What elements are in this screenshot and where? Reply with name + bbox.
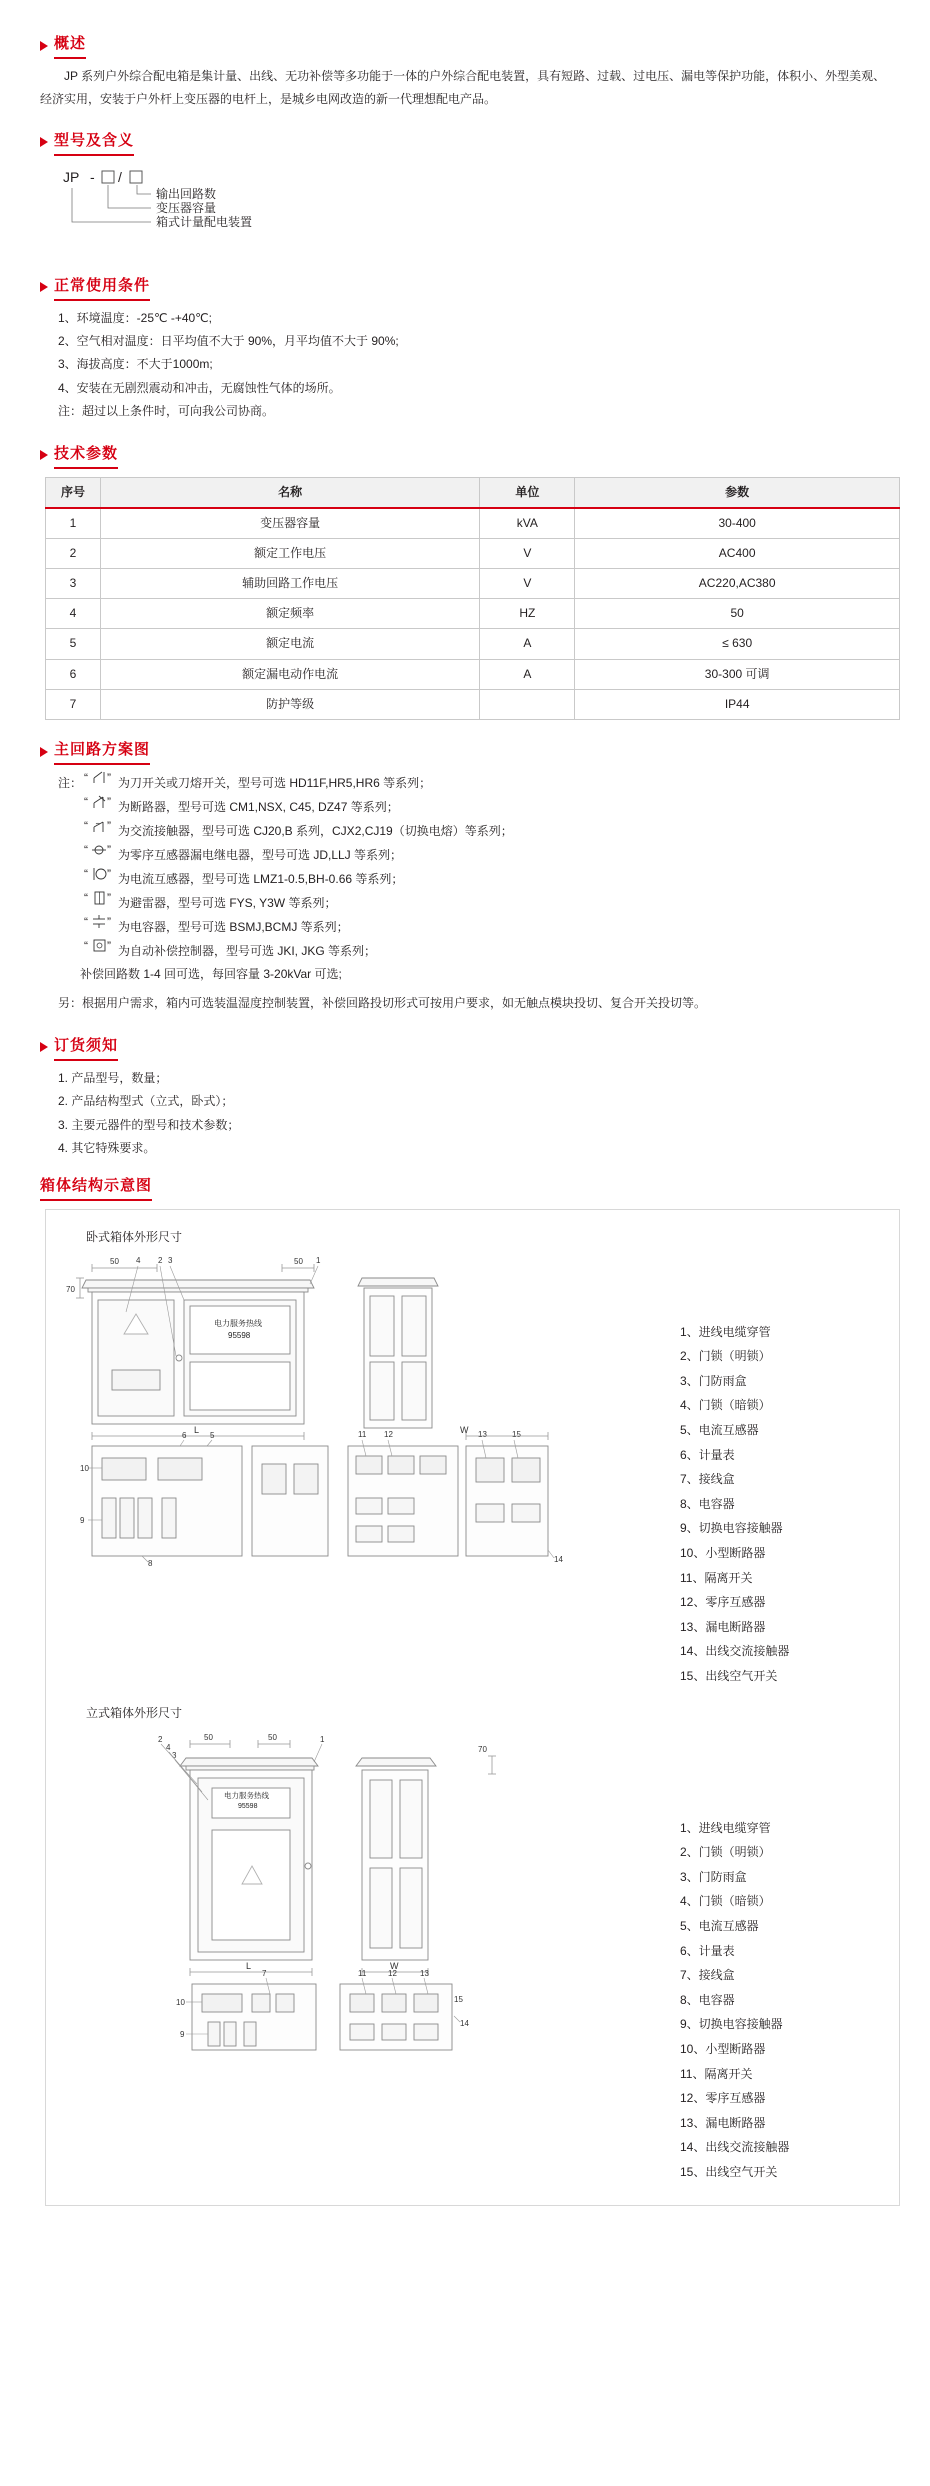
svg-text:”: ” (107, 867, 111, 882)
arrow-icon (40, 41, 48, 51)
order-list (58, 1067, 890, 1161)
svg-text:70: 70 (478, 1744, 487, 1754)
panel-hotline-number: 95598 (228, 1330, 251, 1340)
cell: V (480, 538, 575, 568)
svg-text:”: ” (107, 891, 111, 906)
cell: HZ (480, 599, 575, 629)
legend-line (80, 795, 890, 819)
cell: 辅助回路工作电压 (100, 569, 479, 599)
section-heading-overview (40, 32, 890, 59)
cell: 额定工作电压 (100, 538, 479, 568)
list-item: 2、空气相对温度：日平均值不大于 90%，月平均值不大于 90%; (58, 333, 399, 348)
section-title: 订货须知 (54, 1034, 118, 1061)
cell: 30-300 可调 (575, 659, 900, 689)
dim-70: 70 (66, 1284, 75, 1294)
svg-text:95598: 95598 (238, 1802, 258, 1810)
legend-text: 为零序互感器漏电继电器，型号可选 JD,LLJ 等系列； (118, 848, 403, 863)
svg-text:11: 11 (358, 1429, 367, 1439)
legend-line (58, 771, 890, 795)
svg-text:1: 1 (316, 1255, 321, 1265)
table-row (46, 599, 900, 629)
legend-item: 15、出线空气开关 (680, 1668, 778, 1683)
svg-text:50: 50 (268, 1732, 277, 1742)
dim-L: L (194, 1424, 200, 1435)
svg-text:5: 5 (210, 1430, 215, 1440)
cell: A (480, 629, 575, 659)
legend-item: 11、隔离开关 (680, 2066, 753, 2081)
legend-item: 10、小型断路器 (680, 2042, 766, 2057)
cell: AC220,AC380 (575, 569, 900, 599)
legend-list-vertical (662, 1726, 789, 2185)
cell: V (480, 569, 575, 599)
knife-switch-icon (82, 771, 116, 785)
list-item: 2. 产品结构型式（立式，卧式）； (58, 1094, 234, 1109)
svg-text:W: W (390, 1960, 399, 1971)
tech-parameters-table (45, 477, 900, 721)
dim-50-left: 50 (110, 1256, 119, 1266)
svg-text:12: 12 (384, 1429, 393, 1439)
legend-list-horizontal (662, 1250, 789, 1689)
svg-text:”: ” (107, 771, 111, 786)
list-item: 3、海拔高度：不大于1000m; (58, 357, 213, 372)
legend-item: 9、切换电容接触器 (680, 2017, 783, 2032)
cell: 3 (46, 569, 101, 599)
legend-item: 13、漏电断路器 (680, 2115, 766, 2130)
table-row (46, 569, 900, 599)
panel-hotline-label: 电力服务热线 (214, 1318, 262, 1328)
svg-text:”: ” (107, 819, 111, 834)
list-item: 4. 其它特殊要求。 (58, 1141, 156, 1155)
svg-text:8: 8 (148, 1558, 153, 1568)
legend-line (80, 915, 890, 939)
legend-text: 为断路器，型号可选 CM1,NSX, C45, DZ47 等系列； (118, 800, 399, 815)
svg-text:-: - (90, 168, 95, 185)
legend-item: 12、零序互感器 (680, 2091, 766, 2106)
svg-text:4: 4 (136, 1255, 141, 1265)
legend-line (80, 891, 890, 915)
legend-item: 4、门锁（暗锁） (680, 1894, 771, 1909)
legend-line (80, 819, 890, 843)
list-item: 3. 主要元器件的型号和技术参数； (58, 1117, 240, 1132)
legend-item: 12、零序互感器 (680, 1595, 766, 1610)
list-item: 4、安装在无剧烈震动和冲击，无腐蚀性气体的场所。 (58, 380, 341, 395)
column-header: 单位 (480, 477, 575, 508)
svg-text:/: / (118, 168, 122, 185)
arrow-icon (40, 450, 48, 460)
cell: 防护等级 (100, 689, 479, 719)
section-title: 概述 (54, 32, 86, 59)
arrow-icon (40, 137, 48, 147)
cell: 6 (46, 659, 101, 689)
model-label-1: 变压器容量 (156, 200, 217, 215)
legend-item: 8、电容器 (680, 1992, 735, 2007)
legend-item: 13、漏电断路器 (680, 1619, 766, 1634)
cell (480, 689, 575, 719)
conditions-list (58, 307, 890, 424)
legend-item: 5、电流互感器 (680, 1422, 759, 1437)
cell: 30-400 (575, 508, 900, 539)
dim-50-right: 50 (294, 1256, 303, 1266)
column-header: 参数 (575, 477, 900, 508)
cell: 额定频率 (100, 599, 479, 629)
cell: 1 (46, 508, 101, 539)
leakage-relay-icon (82, 843, 116, 857)
list-item: 注：超过以上条件时，可向我公司协商。 (58, 404, 275, 419)
section-title: 箱体结构示意图 (40, 1174, 152, 1201)
svg-text:14: 14 (460, 2018, 469, 2028)
column-header: 序号 (46, 477, 101, 508)
svg-text:10: 10 (80, 1463, 89, 1473)
table-row (46, 689, 900, 719)
ct-icon (82, 867, 116, 881)
svg-text:11: 11 (358, 1968, 367, 1978)
table-row (46, 508, 900, 539)
svg-text:“: “ (84, 771, 88, 786)
table-header-row (46, 477, 900, 508)
svg-text:2: 2 (158, 1734, 163, 1744)
legend-item: 14、出线交流接触器 (680, 2140, 790, 2155)
legend-item: 10、小型断路器 (680, 1545, 766, 1560)
legend-line (80, 867, 890, 891)
legend-text: 为电流互感器，型号可选 LMZ1-0.5,BH-0.66 等系列； (118, 872, 404, 887)
svg-text:15: 15 (454, 1994, 463, 2004)
section-title: 技术参数 (54, 442, 118, 469)
note-lead: 注： (58, 776, 83, 791)
section-title: 型号及含义 (54, 129, 134, 156)
svg-text:4: 4 (166, 1742, 171, 1752)
cell: AC400 (575, 538, 900, 568)
svg-text:3: 3 (168, 1255, 173, 1265)
section-heading-conditions (40, 274, 890, 301)
cell: 50 (575, 599, 900, 629)
svg-text:3: 3 (172, 1750, 177, 1760)
legend-line (80, 843, 890, 867)
svg-text:15: 15 (512, 1429, 521, 1439)
svg-text:50: 50 (204, 1732, 213, 1742)
legend-line (80, 939, 890, 963)
legend-text: 为交流接触器，型号可选 CJ20,B 系列，CJX2,CJ19（切换电熔）等系列； (118, 824, 513, 839)
table-row (46, 629, 900, 659)
svg-text:L: L (246, 1960, 252, 1971)
legend-item: 2、门锁（明锁） (680, 1845, 771, 1860)
cell: 额定电流 (100, 629, 479, 659)
svg-text:9: 9 (180, 2029, 185, 2039)
cell: ≤ 630 (575, 629, 900, 659)
svg-text:7: 7 (262, 1968, 267, 1978)
section-title: 主回路方案图 (54, 738, 150, 765)
cell: IP44 (575, 689, 900, 719)
svg-text:“: “ (84, 843, 88, 858)
svg-text:电力服务热线: 电力服务热线 (224, 1790, 269, 1800)
legend-item: 7、接线盒 (680, 1472, 735, 1487)
arrow-icon (40, 282, 48, 292)
svg-text:“: “ (84, 891, 88, 906)
legend-item: 14、出线交流接触器 (680, 1644, 790, 1659)
svg-text:13: 13 (478, 1429, 487, 1439)
diagram-canvas-vertical (62, 1726, 662, 2185)
circuit-tail-1: 补偿回路数 1-4 回可选，每回容量 3-20kVar 可选; (80, 967, 342, 982)
svg-text:“: “ (84, 867, 88, 882)
circuit-legend-list (58, 771, 890, 1016)
breaker-icon (82, 795, 116, 809)
legend-text: 为避雷器，型号可选 FYS, Y3W 等系列； (118, 896, 337, 911)
diagram-canvas-horizontal (62, 1250, 662, 1689)
section-heading-structure (40, 1174, 890, 1201)
svg-text:6: 6 (182, 1430, 187, 1440)
svg-text:”: ” (107, 939, 111, 954)
legend-text: 为电容器，型号可选 BSMJ,BCMJ 等系列； (118, 920, 349, 935)
model-code-diagram (58, 166, 890, 256)
legend-item: 15、出线空气开关 (680, 2164, 778, 2179)
arrester-icon (82, 891, 116, 905)
arrow-icon (40, 747, 48, 757)
legend-item: 3、门防雨盒 (680, 1869, 747, 1884)
column-header: 名称 (100, 477, 479, 508)
legend-item: 7、接线盒 (680, 1968, 735, 1983)
legend-item: 2、门锁（明锁） (680, 1349, 771, 1364)
legend-item: 9、切换电容接触器 (680, 1521, 783, 1536)
legend-item: 8、电容器 (680, 1496, 735, 1511)
diagram-title: 立式箱体外形尺寸 (86, 1706, 183, 1721)
cell: 变压器容量 (100, 508, 479, 539)
section-title: 正常使用条件 (54, 274, 150, 301)
svg-text:“: “ (84, 915, 88, 930)
legend-item: 5、电流互感器 (680, 1919, 759, 1934)
legend-item: 11、隔离开关 (680, 1570, 753, 1585)
legend-item: 3、门防雨盒 (680, 1373, 747, 1388)
legend-item: 1、进线电缆穿管 (680, 1820, 771, 1835)
dim-W: W (460, 1424, 469, 1435)
model-label-2: 箱式计量配电装置 (156, 214, 253, 229)
legend-item: 6、计量表 (680, 1447, 735, 1462)
section-heading-model (40, 129, 890, 156)
legend-item: 6、计量表 (680, 1943, 735, 1958)
cell: 4 (46, 599, 101, 629)
model-code-prefix: JP (63, 168, 80, 185)
table-row (46, 538, 900, 568)
svg-text:13: 13 (420, 1968, 429, 1978)
cell: A (480, 659, 575, 689)
svg-text:”: ” (107, 915, 111, 930)
list-item: 1. 产品型号，数量； (58, 1070, 168, 1085)
section-heading-circuit (40, 738, 890, 765)
svg-text:“: “ (84, 795, 88, 810)
svg-text:2: 2 (158, 1255, 163, 1265)
svg-text:12: 12 (388, 1968, 397, 1978)
arrow-icon (40, 1042, 48, 1052)
overview-paragraph: JP 系列户外综合配电箱是集计量、出线、无功补偿等多功能于一体的户外综合配电装置，具有短路、过载、过电压、漏电等保护功能，体积小、外型美观、经济实用，安装于户外杆上变压器的电杆上，是城乡电网改造的新一代理想配电产品。 (40, 69, 886, 106)
model-label-0: 输出回路数 (156, 186, 217, 201)
capacitor-icon (82, 915, 116, 929)
legend-item: 4、门锁（暗锁） (680, 1398, 771, 1413)
section-heading-tech (40, 442, 890, 469)
svg-text:”: ” (107, 795, 111, 810)
legend-item: 1、进线电缆穿管 (680, 1324, 771, 1339)
diagram-title: 卧式箱体外形尺寸 (86, 1230, 183, 1245)
structure-diagram-horizontal (45, 1209, 900, 2205)
svg-text:9: 9 (80, 1515, 85, 1525)
svg-text:“: “ (84, 819, 88, 834)
cell: 2 (46, 538, 101, 568)
svg-text:”: ” (107, 843, 111, 858)
svg-text:14: 14 (554, 1554, 563, 1564)
cell: kVA (480, 508, 575, 539)
svg-text:1: 1 (320, 1734, 325, 1744)
section-heading-order (40, 1034, 890, 1061)
cell: 额定漏电动作电流 (100, 659, 479, 689)
legend-text: 为刀开关或刀熔开关，型号可选 HD11F,HR5,HR6 等系列； (118, 776, 432, 791)
contactor-icon (82, 819, 116, 833)
svg-text:“: “ (84, 939, 88, 954)
cell: 7 (46, 689, 101, 719)
svg-text:10: 10 (176, 1997, 185, 2007)
legend-text: 为自动补偿控制器，型号可选 JKI, JKG 等系列； (118, 944, 377, 959)
table-row (46, 659, 900, 689)
circuit-tail-2: 另：根据用户需求，箱内可选装温湿度控制装置，补偿回路投切形式可按用户要求，如无触点模块投切、复合开关投切等。 (58, 996, 707, 1011)
controller-icon (82, 939, 116, 953)
list-item: 1、环境温度：-25℃ -+40℃; (58, 310, 212, 325)
cell: 5 (46, 629, 101, 659)
